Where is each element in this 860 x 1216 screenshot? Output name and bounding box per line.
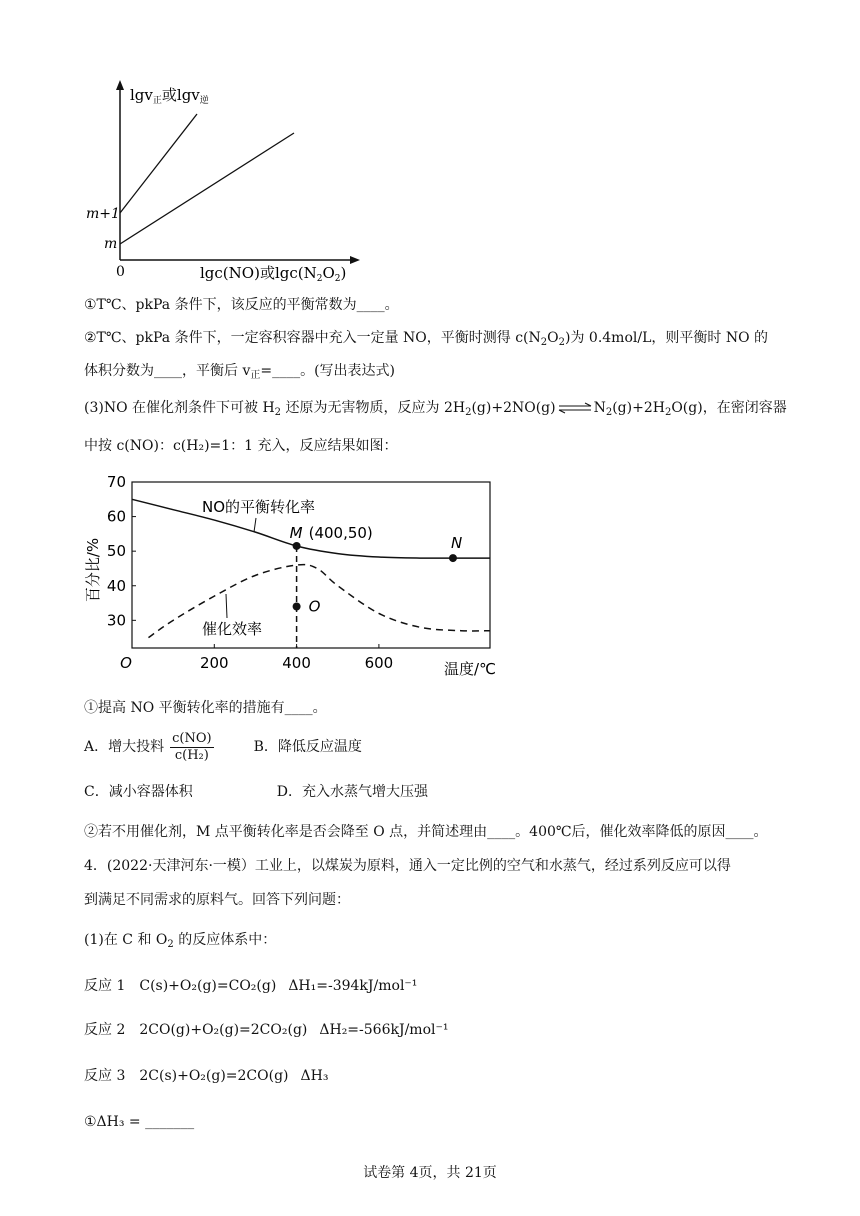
- question-3-line1: (3)NO 在催化剂条件下可被 $H_2$ 还原为无害物质，反应为 $2H_2(g)+2NO(g)$ $N_2(g)+2H_2O(g)$，在密闭容器: [84, 400, 787, 418]
- line-v-forward: [120, 114, 197, 213]
- x-tick-label: 200: [199, 654, 229, 672]
- y-tick-label: 30: [106, 611, 126, 630]
- problem-4-line3: (1)在 C 和 $O_2$ 的反应体系中：: [84, 932, 277, 950]
- question-equilibrium-constant: ①T℃、pkPa 条件下，该反应的平衡常数为____。: [84, 297, 399, 313]
- tick-m: m: [104, 236, 118, 252]
- y-tick-label: 40: [106, 576, 126, 595]
- x-tick-label: O: [120, 654, 132, 672]
- rate-graph: [86, 76, 370, 286]
- question-improve-conversion: ①提高 NO 平衡转化率的措施有____。: [84, 700, 327, 716]
- point-m-label: M: [289, 523, 303, 542]
- series-label-conversion: NO的平衡转化率: [202, 498, 316, 516]
- point-o-label: O: [308, 597, 321, 616]
- chart-xlabel: 温度/℃: [444, 660, 496, 678]
- reaction-1-enthalpy: ΔH₁=-394kJ/mol⁻¹: [288, 978, 418, 994]
- reaction-1: [84, 976, 417, 996]
- option-a-label: A．增大投料: [84, 739, 165, 755]
- y-tick-label: 60: [106, 507, 126, 526]
- option-b-label: B．降低反应温度: [253, 739, 362, 755]
- reaction-2-label: 反应 2: [84, 1022, 126, 1038]
- reaction-1-equation: C(s)+O₂(g)=CO₂(g): [139, 978, 277, 994]
- y-axis-label: lgv$_正$或lgv$_逆$: [130, 86, 209, 106]
- reaction-3-label: 反应 3: [84, 1068, 126, 1084]
- question-3-line2: 中按 c(NO)：c(H₂)=1：1 充入，反应结果如图：: [84, 438, 398, 454]
- x-axis-label: lgc(NO)或$\lg c(N_2O_2)$: [200, 264, 347, 284]
- option-row-ab: [84, 728, 362, 766]
- line-v-reverse: [120, 133, 294, 244]
- reaction-3-enthalpy: ΔH₃: [300, 1068, 329, 1084]
- series-label-efficiency-pointer: [226, 594, 227, 618]
- point-n-label: N: [450, 534, 463, 553]
- option-d-label: D．充入水蒸气增大压强: [276, 784, 428, 800]
- reaction-3-equation: 2C(s)+O₂(g)=2CO(g): [139, 1068, 289, 1084]
- option-row-cd: [84, 782, 428, 802]
- problem-4-line1: 4．(2022·天津河东·一模）工业上，以煤炭为原料，通入一定比例的空气和水蒸气，经过系列反应可以得: [84, 858, 731, 874]
- reaction-3: [84, 1066, 328, 1086]
- point-m: [293, 542, 301, 550]
- series-label-conversion-pointer: [254, 518, 256, 532]
- chart-ylabel: 百分比/%: [84, 537, 102, 603]
- y-axis-arrow: [116, 80, 124, 90]
- option-a-fraction: $\frac{c(NO)}{\text{c(H₂)}}$: [172, 730, 212, 763]
- option-c-label: C．减小容器体积: [84, 784, 193, 800]
- question-delta-h3: ①ΔH₃ = _______: [84, 1114, 195, 1130]
- problem-4-line2: 到满足不同需求的原料气。回答下列问题：: [84, 892, 350, 908]
- point-m-annotation: (400,50): [308, 523, 373, 542]
- point-o: [293, 603, 301, 611]
- reaction-2-enthalpy: ΔH₂=-566kJ/mol⁻¹: [319, 1022, 449, 1038]
- conversion-chart: [84, 470, 504, 682]
- reaction-1-label: 反应 1: [84, 978, 126, 994]
- tick-m-plus-1: m+1: [86, 206, 120, 222]
- y-tick-label: 50: [106, 542, 126, 561]
- series-label-efficiency: 催化效率: [202, 620, 263, 638]
- reaction-2-equation: 2CO(g)+O₂(g)=2CO₂(g): [139, 1022, 308, 1038]
- x-axis-arrow: [350, 256, 360, 264]
- point-n: [449, 554, 457, 562]
- x-tick-label: 400: [282, 654, 311, 672]
- x-tick-label: 600: [364, 654, 394, 672]
- y-tick-label: 70: [106, 473, 126, 491]
- reaction-2: [84, 1020, 449, 1040]
- page-footer: 试卷第 4页，共 21页: [363, 1165, 497, 1181]
- question-catalyst-reason: ②若不用催化剂，M 点平衡转化率是否会降至 O 点，并简述理由____。400℃后，催化效率降低的原因____。: [84, 824, 768, 840]
- question-volume-fraction-line1: ②T℃、pkPa 条件下，一定容积容器中充入一定量 NO，平衡时测得 $c(N_2O_2)$为 0.4mol/L，则平衡时 NO 的: [84, 330, 768, 348]
- question-volume-fraction-line2: 体积分数为____，平衡后 $v_正=\_\_\_\_$。(写出表达式): [84, 363, 396, 381]
- origin-label: 0: [116, 264, 125, 280]
- equilibrium-arrow-icon: [558, 403, 592, 413]
